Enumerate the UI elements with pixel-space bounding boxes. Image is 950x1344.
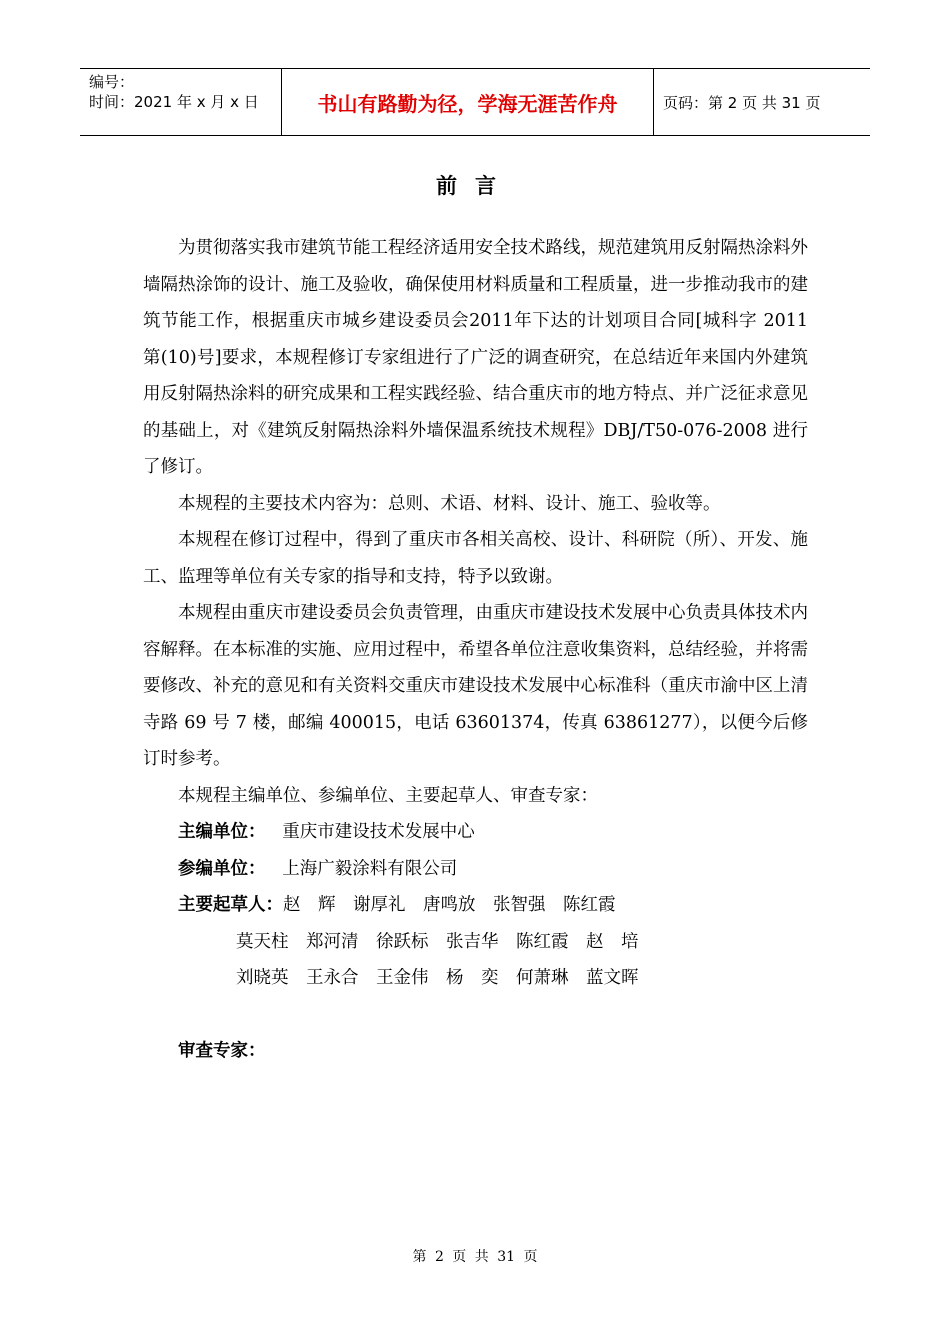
- document-number-label: 编号：: [89, 73, 135, 91]
- participating-unit-value: 上海广毅涂料有限公司: [282, 858, 458, 879]
- paragraph-purpose: 为贯彻落实我市建筑节能工程经济适用安全技术路线，规范建筑用反射隔热涂料外墙隔热涂饰的设计、施工及验收，确保使用材料质量和工程质量，进一步推动我市的建筑节能工作，根据重庆市城乡建设委员会2011年下达的计划项目合同[城科字 2011 第(10)号]要求，本规程修订专家组进行了广泛的调查研究，在总结近年来国内外建筑用反射隔热涂料的研究成果和工程实践经验、结合重庆市的地方特点、并广泛征求意见的基础上，对《建筑反射隔热涂料外墙保温系统技术规程》DBJ/T50-076-2008 进行了修订。: [143, 238, 808, 477]
- paragraph-main-content: 本规程的主要技术内容为：总则、术语、材料、设计、施工、验收等。: [178, 493, 721, 514]
- participating-unit-row: [143, 851, 808, 888]
- review-experts-label: 审查专家：: [178, 1041, 266, 1061]
- paragraph-management: 本规程由重庆市建设委员会负责管理，由重庆市建设技术发展中心负责具体技术内容解释。在本标准的实施、应用过程中，希望各单位注意收集资料，总结经验，并将需要修改、补充的意见和有关资料交重庆市建设技术发展中心标准科（重庆市渝中区上清寺路 69 号 7 楼，邮编 400015，电话 63601374，传真 63861277），以便今后修订时参考。: [143, 603, 808, 769]
- page-header: [80, 68, 870, 136]
- chief-unit-value: 重庆市建设技术发展中心: [282, 822, 475, 842]
- header-meta: [80, 69, 281, 135]
- drafters-row: [143, 887, 808, 924]
- chief-unit-label: 主编单位：: [178, 822, 266, 842]
- document-body: [143, 230, 808, 997]
- paragraph-acknowledgement: 本规程在修订过程中，得到了重庆市各相关高校、设计、科研院（所）、开发、施工、监理等单位有关专家的指导和支持，特予以致谢。: [143, 530, 808, 587]
- page-footer: 第 2 页 共 31 页: [412, 1249, 538, 1265]
- participating-unit-label: 参编单位：: [178, 858, 266, 879]
- document-date: 时间：2021 年 x 月 x 日: [89, 93, 259, 111]
- header-page-info: 页码：第 2 页 共 31 页: [663, 93, 821, 112]
- drafters-line-1: 赵 辉 谢厚礼 唐鸣放 张智强 陈红霞: [283, 895, 616, 915]
- page-title: 前言: [436, 174, 514, 198]
- paragraph-units-intro: 本规程主编单位、参编单位、主要起草人、审查专家：: [178, 785, 598, 806]
- header-motto: 书山有路勤为径，学海无涯苦作舟: [281, 69, 654, 135]
- chief-unit-row: [143, 814, 808, 851]
- drafters-label: 主要起草人：: [178, 895, 283, 915]
- drafters-line-3: 刘晓英 王永合 王金伟 杨 奕 何萧琳 蓝文晖: [236, 968, 639, 988]
- drafters-line-2: 莫天柱 郑河清 徐跃标 张吉华 陈红霞 赵 培: [236, 931, 639, 952]
